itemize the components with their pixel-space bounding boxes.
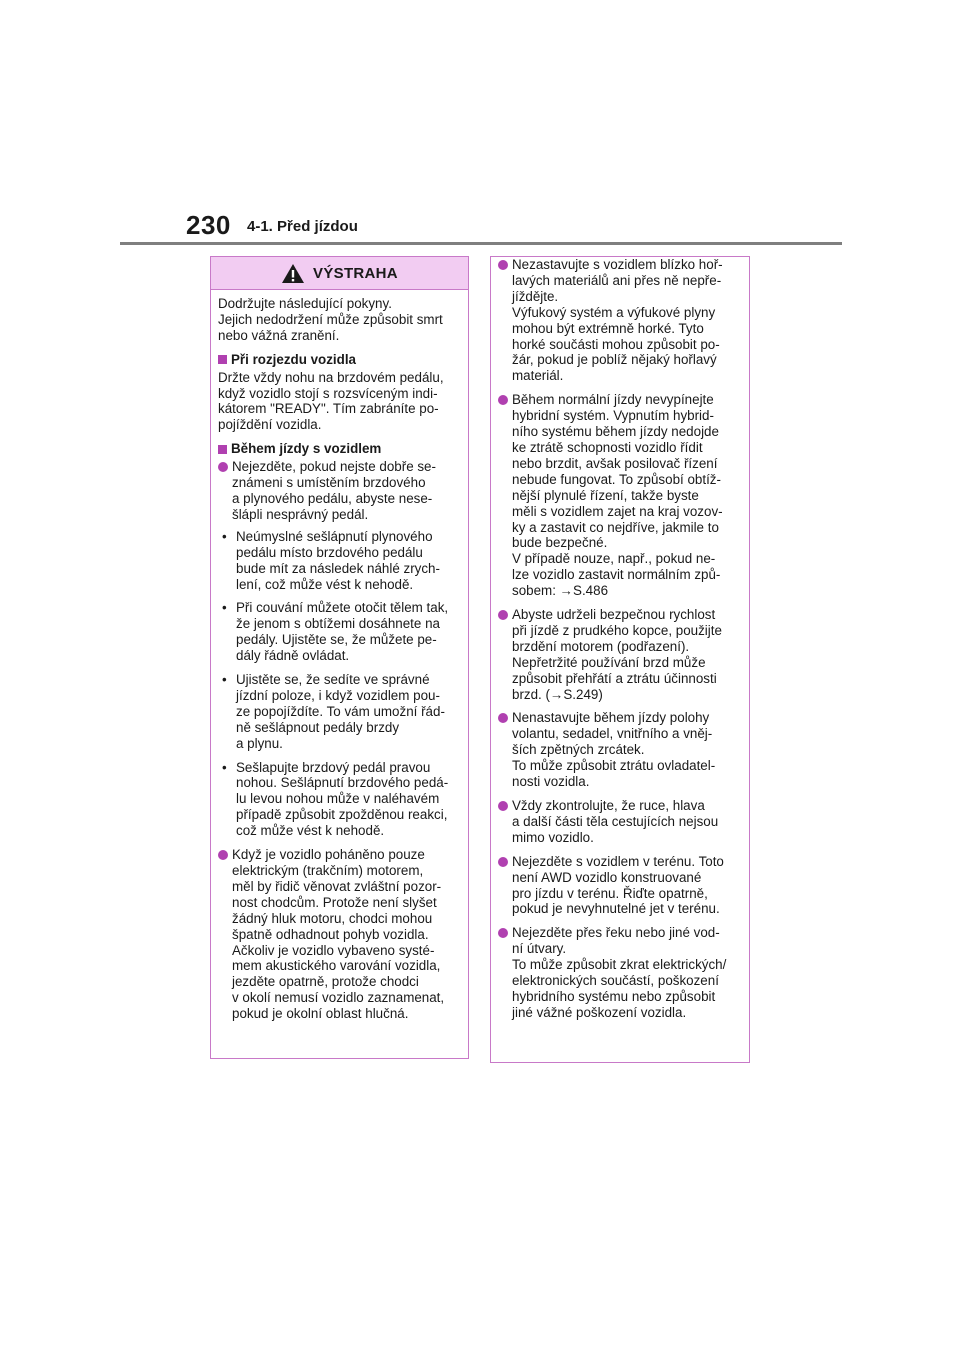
text-line: Sešlapujte brzdový pedál pravou — [236, 759, 431, 775]
text-line: šlápli nesprávný pedál. — [232, 506, 369, 522]
text-line: hybridního systému nebo způsobit — [512, 988, 716, 1004]
text-line: a plynu. — [236, 735, 283, 751]
text-line: Ujistěte se, že sedíte ve správné — [236, 672, 430, 688]
bullet-icon: • — [222, 759, 227, 775]
warning-triangle-icon — [281, 263, 305, 284]
text-line: Při couvání můžete otočit tělem tak, — [236, 600, 449, 616]
text-line: Nenastavujte během jízdy polohy — [512, 710, 710, 726]
text-line: Nepřetržité používání brzd může — [512, 654, 706, 670]
text-line: případě způsobit zpožděnou reakci, — [236, 807, 448, 823]
text-line: pokud je nevyhnutelné jet v terénu. — [512, 901, 720, 917]
driving-heading — [218, 441, 460, 457]
text-line: mohou být extrémně horké. Tyto — [512, 320, 704, 336]
text-line: bude mít za následek náhlé zrych- — [236, 560, 440, 576]
square-marker-icon — [218, 445, 227, 454]
text-line: jiné vážné poškození vozidla. — [512, 1004, 687, 1020]
text-line: Nejezděte s vozidlem v terénu. Toto — [512, 853, 724, 869]
circle-bullet-icon — [498, 801, 508, 811]
text-line: nější plynulé řízení, takže byste — [512, 487, 699, 503]
text-line: To může způsobit ztrátu ovladatel- — [512, 758, 716, 774]
text-line: Neúmyslné sešlápnutí plynového — [236, 528, 433, 544]
page-number: 230 — [186, 210, 231, 240]
text-line: Vždy zkontrolujte, že ruce, hlava — [512, 798, 705, 813]
text-line: kátorem "READY". Tím zabráníte po- — [218, 401, 439, 417]
text-line: Nejezděte přes řeku nebo jiné vod- — [512, 925, 720, 941]
text-line: ze popojíždíte. To vám umožní řád- — [236, 703, 445, 719]
text-line: Když je vozidlo poháněno pouze — [232, 847, 425, 863]
text-line: To může způsobit zkrat elektrických/ — [512, 957, 727, 973]
list-item — [498, 607, 741, 702]
text-line: dály řádně ovládat. — [236, 648, 350, 664]
sub-item — [222, 760, 460, 840]
text-line: pro jízdu v terénu. Řiďte opatrně, — [512, 885, 708, 901]
text-line: nohou. Sešlápnutí brzdového pedá- — [236, 775, 449, 791]
text-line: což může vést k nehodě. — [236, 823, 385, 839]
text-line: lze vozidlo zastavit normálním způ- — [512, 567, 721, 583]
bullet-icon: • — [222, 528, 227, 544]
text-line: ších zpětných zrcátek. — [512, 742, 645, 758]
text-line: Ačkoliv je vozidlo vybaveno systé- — [232, 942, 435, 958]
text-line: není AWD vozidlo konstruované — [512, 869, 702, 885]
list-item — [498, 925, 741, 1020]
warning-intro — [218, 296, 460, 344]
list-item — [498, 854, 741, 918]
text-line: brzdění motorem (podřazení). — [512, 638, 690, 654]
text-line: pedálu místo brzdového pedálu — [236, 544, 423, 560]
warning-header — [211, 257, 468, 290]
text-line: Výfukový systém a výfukové plyny — [512, 304, 716, 320]
text-line: nebo brzdit, avšak posilovač řízení — [512, 455, 718, 471]
square-marker-icon — [218, 355, 227, 364]
list-item — [498, 257, 741, 384]
circle-bullet-icon — [218, 462, 228, 472]
text-line: žádný hluk motoru, chodci mohou — [232, 910, 433, 926]
circle-bullet-icon — [498, 610, 508, 620]
text-line: V případě nouze, např., pokud ne- — [512, 551, 716, 567]
sub-item — [222, 672, 460, 752]
text-line: když vozidlo stojí s rozsvíceným indi- — [218, 385, 438, 401]
warning-box — [210, 256, 469, 1059]
text-line: Jejich nedodržení může způsobit smrt — [218, 311, 443, 327]
text-line: při jízdě z prudkého kopce, použijte — [512, 622, 722, 638]
circle-bullet-icon — [498, 928, 508, 938]
circle-bullet-icon — [498, 260, 508, 270]
text-line: mimo vozidlo. — [512, 829, 594, 845]
list-item — [218, 459, 460, 523]
text-line: nost chodcům. Protože není slyšet — [232, 894, 437, 910]
text-line: mem akustického varování vozidla, — [232, 958, 441, 974]
text-line: lení, což může vést k nehodě. — [236, 576, 414, 592]
list-item — [498, 710, 741, 790]
text-line: jízdní poloze, i když vozidlem pou- — [236, 687, 440, 703]
list-item — [218, 847, 460, 1022]
text-line: hybridní systém. Vypnutím hybrid- — [512, 408, 714, 424]
text-line: a plynového pedálu, abyste nese- — [232, 490, 433, 506]
text-line: lavých materiálů ani přes ně nepře- — [512, 272, 722, 288]
bullet-icon: • — [222, 672, 227, 688]
text-line: v okolí nemusí vozidlo zaznamenat, — [232, 990, 445, 1006]
text-line: Nezastavujte s vozidlem blízko hoř- — [512, 257, 723, 272]
text-line: Nejezděte, pokud nejste dobře se- — [232, 459, 436, 475]
page-reference[interactable]: brzd. (→S.249) — [512, 686, 603, 702]
text-line: ní útvary. — [512, 941, 567, 957]
sub-item — [222, 600, 460, 664]
warning-title: VÝSTRAHA — [313, 264, 398, 282]
text-line: ky a zastavit co nejdříve, jakmile to — [512, 519, 719, 535]
section-title: 4-1. Před jízdou — [247, 218, 358, 235]
text-line: Během normální jízdy nevypínejte — [512, 392, 714, 408]
text-line: a další části těla cestujících nejsou — [512, 813, 719, 829]
circle-bullet-icon — [498, 713, 508, 723]
circle-bullet-icon — [498, 857, 508, 867]
text-line: elektronických součástí, poškození — [512, 973, 719, 989]
text-line: měl by řidič věnovat zvláštní pozor- — [232, 878, 442, 894]
text-line: pedály. Ujistěte se, že můžete pe- — [236, 632, 437, 648]
sub-item — [222, 529, 460, 593]
list-item — [498, 798, 741, 846]
start-text — [218, 370, 460, 434]
header-rule — [120, 242, 842, 245]
text-line: ke ztrátě schopnosti vozidlo řídit — [512, 439, 703, 455]
text-line: jezděte opatrně, protože chodci — [232, 974, 419, 990]
text-line: ního systému během jízdy nedojde — [512, 424, 719, 440]
text-line: nosti vozidla. — [512, 774, 590, 790]
text-line: Držte vždy nohu na brzdovém pedálu, — [218, 369, 444, 385]
list-item — [498, 392, 741, 599]
text-line: lu levou nohou může v naléhavém — [236, 791, 440, 807]
warning-box-continued — [490, 256, 750, 1063]
text-line: nebo vážná zranění. — [218, 327, 340, 343]
bullet-icon: • — [222, 600, 227, 616]
text-line: elektrickým (trakčním) motorem, — [232, 863, 424, 878]
text-line: bude bezpečné. — [512, 535, 608, 551]
text-line: žár, pokud je poblíž nějaký hořlavý — [512, 352, 717, 368]
text-line: pojíždění vozidla. — [218, 417, 322, 433]
text-line: známeni s umístěním brzdového — [232, 475, 426, 491]
circle-bullet-icon — [218, 850, 228, 860]
text-line: Abyste udrželi bezpečnou rychlost — [512, 607, 716, 623]
text-line: způsobit přehřátí a ztrátu účinnosti — [512, 670, 717, 686]
circle-bullet-icon — [498, 395, 508, 405]
text-line: materiál. — [512, 368, 564, 384]
start-heading — [218, 352, 460, 368]
text-line: volantu, sedadel, vnitřního a vněj- — [512, 726, 713, 742]
text-line: jíždějte. — [512, 288, 559, 304]
text-line: špatně odhadnout pohyb vozidla. — [232, 926, 429, 942]
text-line: měli s vozidlem zajet na kraj vozov- — [512, 503, 723, 519]
text-line: ně sešlápnout pedály brzdy — [236, 719, 400, 735]
text-line: horké součásti mohou způsobit po- — [512, 336, 720, 352]
driving-heading-text: Během jízdy s vozidlem — [231, 441, 382, 457]
text-line: nebude fungovat. To způsobí obtíž- — [512, 471, 721, 487]
page-reference[interactable]: sobem: →S.486 — [512, 583, 609, 599]
start-heading-text: Při rozjezdu vozidla — [231, 351, 357, 367]
text-line: že jenom s obtížemi dosáhnete na — [236, 616, 440, 632]
text-line: Dodržujte následující pokyny. — [218, 296, 392, 311]
text-line: pokud je okolní oblast hlučná. — [232, 1006, 409, 1022]
